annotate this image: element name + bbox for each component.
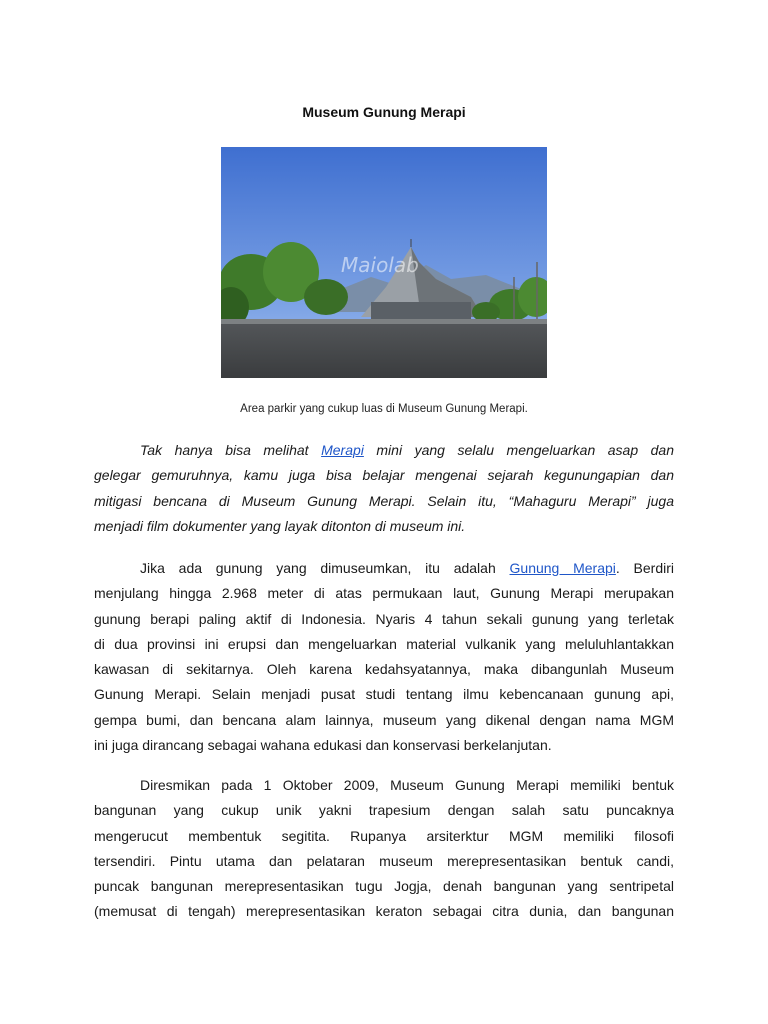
museum-photo — [221, 147, 547, 378]
paragraph-line: di dua provinsi ini erupsi dan mengeluarkan material vulkanik yang meluluhlantakkan — [94, 635, 674, 652]
paragraph-line: (memusat di tengah) merepresentasikan keraton sebagai citra dunia, dan bangunan — [94, 903, 674, 920]
text-run: . Berdiri — [615, 560, 674, 576]
paragraph-line: mitigasi bencana di Museum Gunung Merapi. Selain itu, “Mahaguru Merapi” juga — [94, 492, 674, 509]
gunung-merapi-link[interactable]: Gunung Merapi — [509, 560, 616, 576]
paragraph-line: kawasan di sekitarnya. Oleh karena kedahsyatannya, maka dibangunlah Museum — [94, 661, 674, 678]
paragraph-line: bangunan yang cukup unik yakni trapesium dengan salah satu puncaknya — [94, 802, 674, 819]
paragraph-line: menjadi film dokumenter yang layak ditonton di museum ini. — [94, 517, 466, 534]
paragraph-line — [94, 556, 674, 581]
text-run: mini yang selalu mengeluarkan asap dan — [363, 442, 675, 458]
photo-caption: Area parkir yang cukup luas di Museum Gunung Merapi. — [240, 403, 528, 415]
paragraph-line: tersendiri. Pintu utama dan pelataran museum merepresentasikan bentuk candi, — [94, 852, 674, 869]
paragraph-line: Diresmikan pada 1 Oktober 2009, Museum Gunung Merapi memiliki bentuk — [140, 777, 674, 793]
paragraph-line: menjulang hingga 2.968 meter di atas permukaan laut, Gunung Merapi merupakan — [94, 585, 674, 602]
paragraph-2 — [94, 556, 674, 758]
paragraph-line — [94, 438, 674, 463]
text-run: Tak hanya bisa melihat — [140, 442, 322, 458]
document-title: Museum Gunung Merapi — [302, 104, 466, 120]
paragraph-line: mengerucut membentuk segitita. Rupanya arsiterktur MGM memiliki filosofi — [94, 827, 674, 844]
paragraph-line: gempa bumi, dan bencana alam lainnya, museum yang dikenal dengan nama MGM — [94, 711, 674, 728]
merapi-link[interactable]: Merapi — [321, 442, 364, 458]
paragraph-3 — [94, 773, 674, 925]
paragraph-1 — [94, 438, 674, 539]
paragraph-line: ini juga dirancang sebagai wahana edukasi dan konservasi berkelanjutan. — [94, 737, 552, 754]
paragraph-line: Gunung Merapi. Selain menjadi pusat studi tentang ilmu kebencanaan gunung api, — [94, 686, 674, 703]
paragraph-line: gunung berapi paling aktif di Indonesia. Nyaris 4 tahun sekali gunung yang terletak — [94, 610, 674, 627]
paragraph-line: gelegar gemuruhnya, kamu juga bisa belajar mengenai sejarah kegunungapian dan — [94, 467, 674, 484]
paragraph-line: puncak bangunan merepresentasikan tugu Jogja, denah bangunan yang sentripetal — [94, 878, 674, 895]
photo-watermark: Maiolab — [341, 253, 419, 277]
text-run: Jika ada gunung yang dimuseumkan, itu adalah — [140, 560, 510, 576]
